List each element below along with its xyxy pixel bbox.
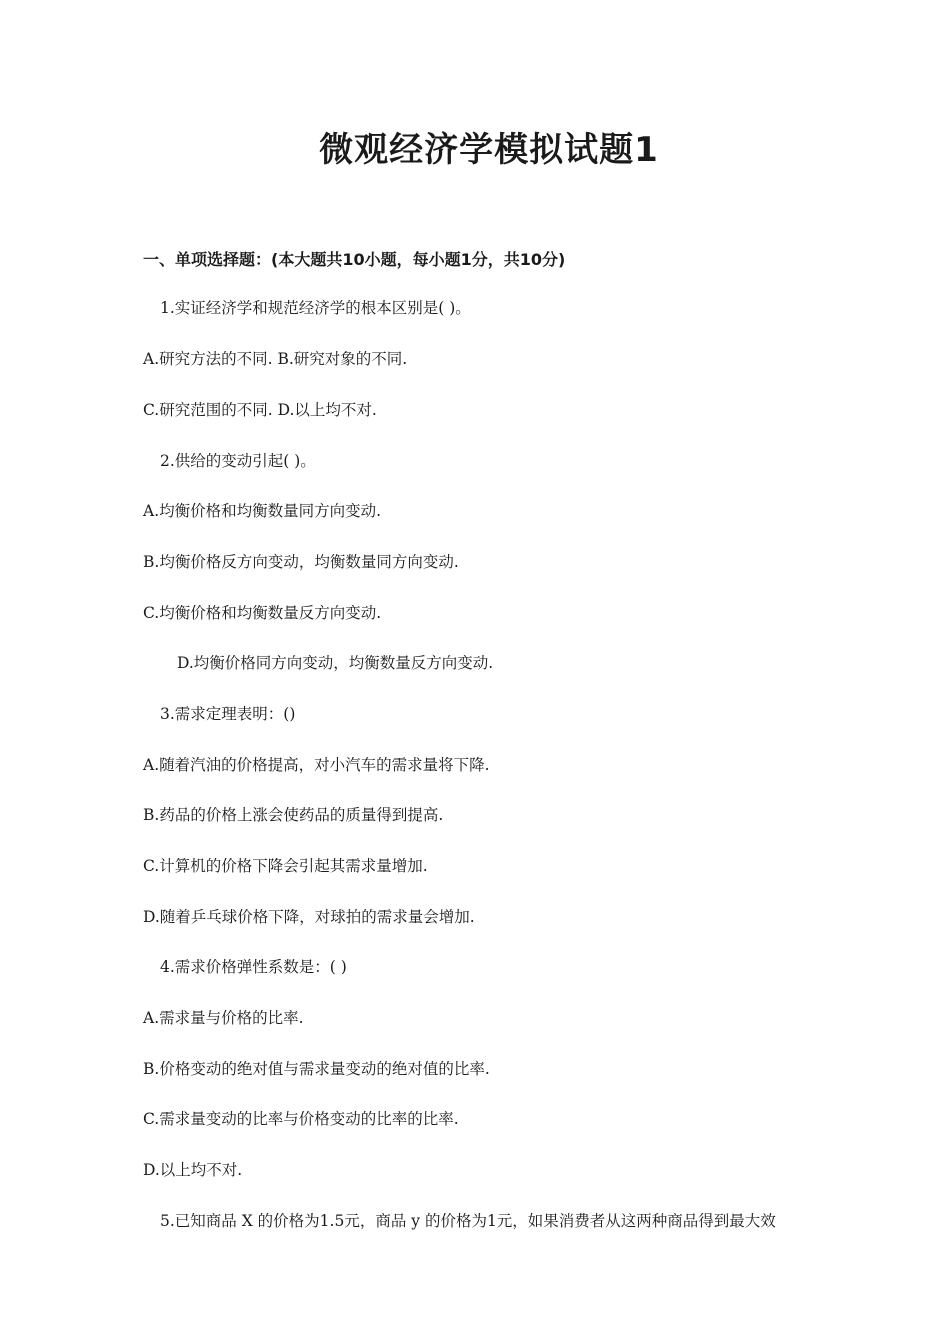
question-3-option-a: A.随着汽油的价格提高，对小汽车的需求量将下降. bbox=[143, 756, 490, 774]
question-3-option-b: B.药品的价格上涨会使药品的质量得到提高. bbox=[143, 806, 444, 824]
question-2-option-a: A.均衡价格和均衡数量同方向变动. bbox=[143, 502, 382, 520]
question-1: 1.实证经济学和规范经济学的根本区别是( )。 bbox=[160, 299, 471, 317]
question-5: 5.已知商品 X 的价格为1.5元，商品 y 的价格为1元，如果消费者从这两种商品得到最大效 bbox=[160, 1212, 776, 1230]
question-4-option-d: D.以上均不对. bbox=[143, 1161, 243, 1179]
question-3: 3.需求定理表明：() bbox=[160, 705, 296, 723]
question-4-option-a: A.需求量与价格的比率. bbox=[143, 1009, 304, 1027]
question-2-option-c: C.均衡价格和均衡数量反方向变动. bbox=[143, 604, 382, 622]
question-4-option-c: C.需求量变动的比率与价格变动的比率的比率. bbox=[143, 1110, 459, 1128]
section-heading: 一、单项选择题：(本大题共10小题，每小题1分，共10分) bbox=[143, 250, 566, 269]
question-2: 2.供给的变动引起( )。 bbox=[160, 452, 316, 470]
question-1-options-cd: C.研究范围的不同. D.以上均不对. bbox=[143, 401, 377, 419]
document-title: 微观经济学模拟试题1 bbox=[319, 130, 659, 170]
question-2-option-d: D.均衡价格同方向变动，均衡数量反方向变动. bbox=[177, 654, 494, 672]
question-4: 4.需求价格弹性系数是：( ) bbox=[160, 958, 347, 976]
question-4-option-b: B.价格变动的绝对值与需求量变动的绝对值的比率. bbox=[143, 1060, 490, 1078]
question-3-option-c: C.计算机的价格下降会引起其需求量增加. bbox=[143, 857, 428, 875]
question-1-options-ab: A.研究方法的不同. B.研究对象的不同. bbox=[143, 350, 408, 368]
question-3-option-d: D.随着乒乓球价格下降，对球拍的需求量会增加. bbox=[143, 908, 475, 926]
question-2-option-b: B.均衡价格反方向变动，均衡数量同方向变动. bbox=[143, 553, 459, 571]
